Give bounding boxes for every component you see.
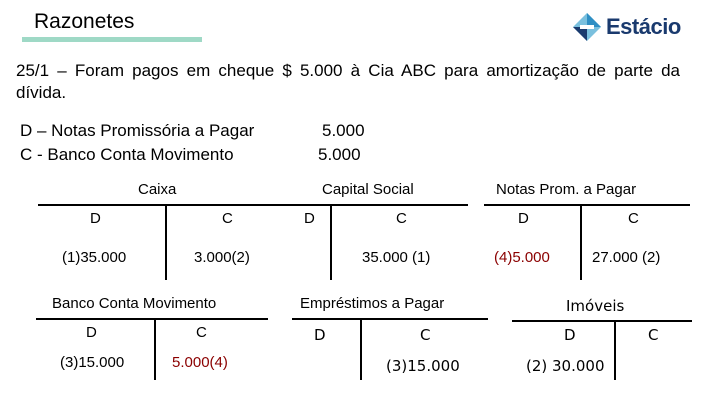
credit-line-value: 5.000 bbox=[318, 145, 361, 164]
t-account-imoveis-credit-label: C bbox=[648, 326, 659, 344]
t-account-imoveis-hline bbox=[512, 320, 692, 322]
estacio-logo-icon bbox=[572, 12, 606, 44]
t-account-banco-title: Banco Conta Movimento bbox=[52, 295, 217, 312]
debit-line-label: D – Notas Promissória a Pagar bbox=[20, 121, 255, 140]
t-account-caixa-debit-label: D bbox=[90, 210, 101, 227]
t-account-notas-prom-title: Notas Prom. a Pagar bbox=[496, 181, 637, 198]
t-account-capital-social-credit-label: C bbox=[396, 210, 407, 227]
t-account-emprestimos-hline bbox=[292, 318, 488, 320]
title-underline bbox=[22, 37, 202, 42]
t-account-capital-social-vline bbox=[330, 204, 332, 280]
t-account-emprestimos-credit-entry: (3)15.000 bbox=[386, 357, 460, 375]
t-account-caixa-debit-entry: (1)35.000 bbox=[62, 249, 127, 266]
t-account-banco-credit-label: C bbox=[196, 324, 207, 341]
t-account-capital-social-credit-entry: 35.000 (1) bbox=[362, 249, 431, 266]
t-account-emprestimos-title: Empréstimos a Pagar bbox=[300, 295, 445, 312]
t-account-caixa-credit-entry: 3.000(2) bbox=[194, 249, 250, 266]
t-account-banco-vline bbox=[154, 318, 156, 380]
t-account-notas-prom-vline bbox=[580, 204, 582, 280]
logo-text: Estácio bbox=[606, 14, 681, 39]
t-account-notas-prom-debit-entry: (4)5.000 bbox=[494, 249, 550, 266]
t-account-banco-credit-entry: 5.000(4) bbox=[172, 354, 228, 371]
t-account-capital-social-hline bbox=[296, 204, 468, 206]
t-account-caixa-title: Caixa bbox=[138, 181, 177, 198]
page-title: Razonetes bbox=[34, 10, 135, 33]
credit-line-label: C - Banco Conta Movimento bbox=[20, 145, 234, 164]
t-account-emprestimos-credit-label: C bbox=[420, 326, 431, 344]
entry-description: 25/1 – Foram pagos em cheque $ 5.000 à Cia ABC para amortização de parte da dívida. bbox=[16, 61, 680, 102]
t-account-imoveis-title: Imóveis bbox=[566, 297, 625, 315]
t-account-notas-prom-hline bbox=[484, 204, 690, 206]
t-account-emprestimos-debit-label: D bbox=[314, 326, 326, 344]
t-account-emprestimos-vline bbox=[360, 318, 362, 380]
t-account-caixa-hline bbox=[38, 204, 296, 206]
t-account-notas-prom-credit-entry: 27.000 (2) bbox=[592, 249, 661, 266]
t-account-imoveis-debit-entry: (2) 30.000 bbox=[526, 357, 605, 375]
t-account-imoveis-debit-label: D bbox=[564, 326, 576, 344]
t-account-imoveis-vline bbox=[614, 320, 616, 380]
t-account-caixa-vline bbox=[165, 204, 167, 280]
t-account-capital-social-debit-label: D bbox=[304, 210, 315, 227]
t-account-caixa-credit-label: C bbox=[222, 210, 233, 227]
estacio-logo bbox=[572, 12, 692, 44]
t-account-banco-hline bbox=[36, 318, 268, 320]
t-account-banco-debit-label: D bbox=[86, 324, 97, 341]
t-account-capital-social-title: Capital Social bbox=[322, 181, 414, 198]
t-account-notas-prom-credit-label: C bbox=[628, 210, 639, 227]
t-account-notas-prom-debit-label: D bbox=[518, 210, 529, 227]
t-account-banco-debit-entry: (3)15.000 bbox=[60, 354, 125, 371]
debit-line-value: 5.000 bbox=[322, 121, 365, 140]
